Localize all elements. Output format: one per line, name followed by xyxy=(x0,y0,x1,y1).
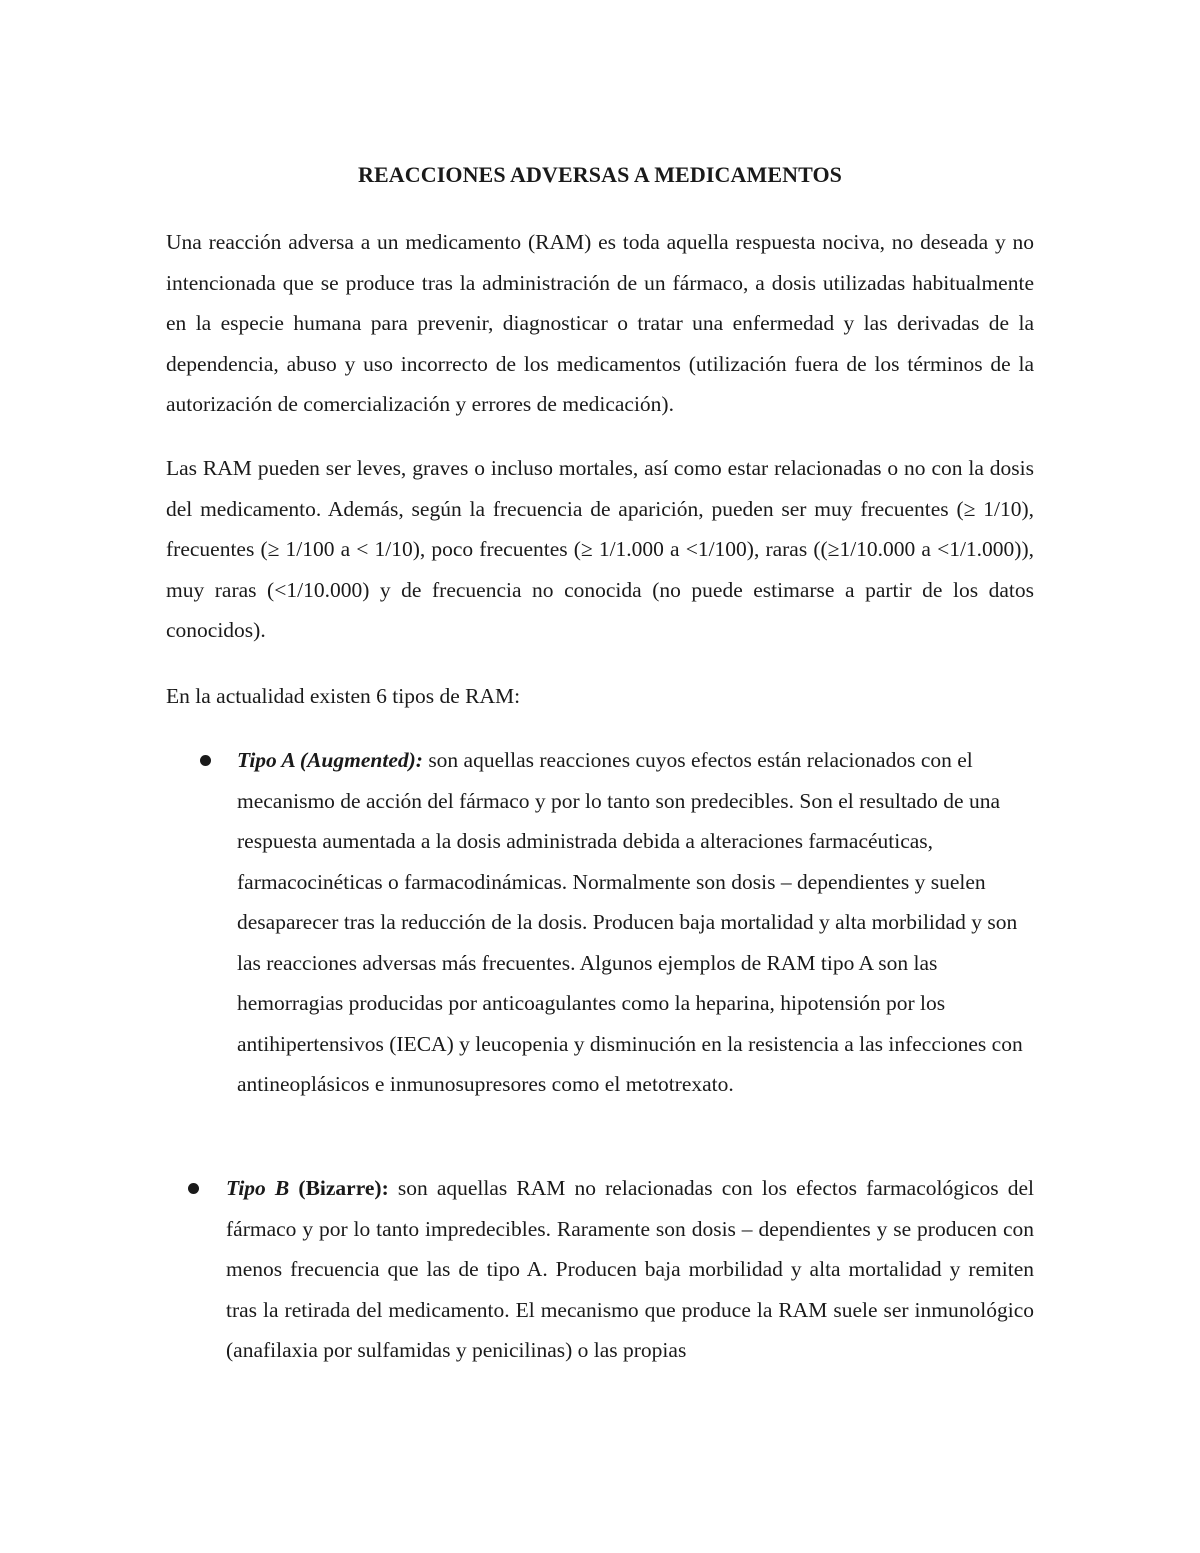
paragraph-types-intro: En la actualidad existen 6 tipos de RAM: xyxy=(166,684,521,708)
paragraph-frequency: Las RAM pueden ser leves, graves o incluso mortales, así como estar relacionadas o no con la dosis del medicamento. Además, según la frecuencia de aparición, pueden ser muy frecuentes (≥ 1/10), frecuentes (≥ 1/100 a < 1/10), poco frecuentes (≥ 1/1.000 a <1/100), raras ((≥1/10.000 a <1/1.000)), muy raras (<1/10.000) y de frecuencia no conocida (no puede estimarse a partir de los datos conocidos). xyxy=(166,456,1034,642)
item-label-italic: Tipo B xyxy=(226,1176,290,1200)
document-title: REACCIONES ADVERSAS A MEDICAMENTOS xyxy=(357,162,843,187)
item-label: Tipo A (Augmented): xyxy=(237,748,423,772)
bullet-icon xyxy=(188,1183,199,1194)
item-label-bold: (Bizarre): xyxy=(298,1176,389,1200)
paragraph-definition: Una reacción adversa a un medicamento (RAM) es toda aquella respuesta nociva, no deseada y no intencionada que se produce tras la administración de un fármaco, a dosis utilizadas habitualmente en la especie humana para prevenir, diagnosticar o tratar una enfermedad y las derivadas de la dependencia, abuso y uso incorrecto de los medicamentos (utilización fuera de los términos de la autorización de comercialización y errores de medicación). xyxy=(166,230,1034,416)
bullet-icon xyxy=(200,755,211,766)
list-item-tipo-b xyxy=(226,1168,1034,1371)
item-text: son aquellas reacciones cuyos efectos están relacionados con el mecanismo de acción del fármaco y por lo tanto son predecibles. Son el resultado de una respuesta aumentada a la dosis administrada debida a alteraciones farmacéuticas, farmacocinéticas o farmacodinámicas. Normalmente son dosis – dependientes y suelen desaparecer tras la reducción de la dosis. Producen baja mortalidad y alta morbilidad y son las reacciones adversas más frecuentes. Algunos ejemplos de RAM tipo A son las hemorragias producidas por anticoagulantes como la heparina, hipotensión por los antihipertensivos (IECA) y leucopenia y disminución en la resistencia a las infecciones con antineoplásicos e inmunosupresores como el metotrexato. xyxy=(237,748,1023,1096)
list-item-tipo-a xyxy=(237,740,1037,1105)
item-text: son aquellas RAM no relacionadas con los efectos farmacológicos del fármaco y por lo tanto impredecibles. Raramente son dosis – dependientes y se producen con menos frecuencia que las de tipo A. Producen baja morbilidad y alta mortalidad y remiten tras la retirada del medicamento. El mecanismo que produce la RAM suele ser inmunológico (anafilaxia por sulfamidas y penicilinas) o las propias xyxy=(226,1176,1034,1362)
